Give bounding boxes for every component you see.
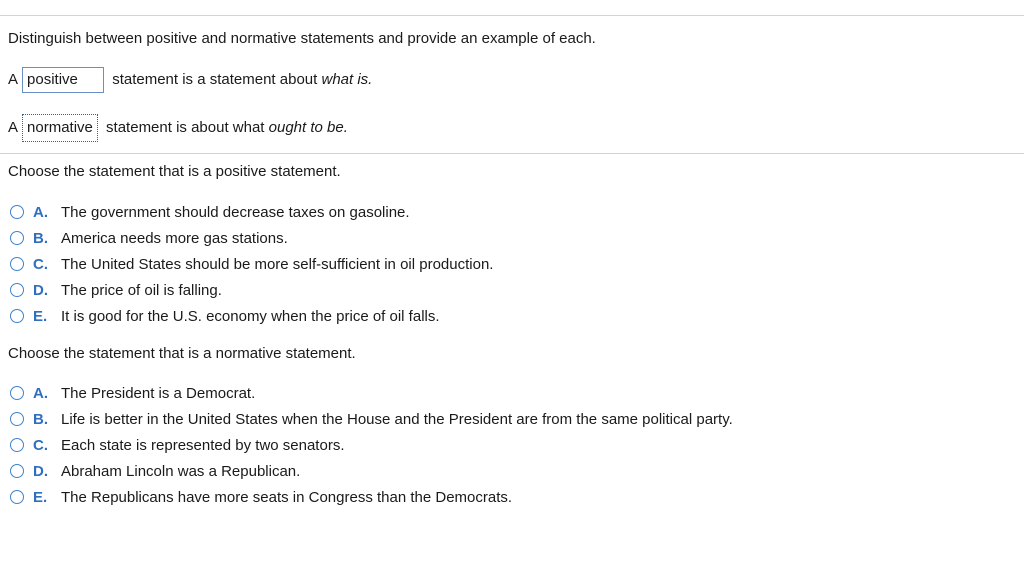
positive-option-c[interactable] <box>10 253 493 275</box>
positive-option-d[interactable] <box>10 279 222 301</box>
positive-option-b[interactable] <box>10 227 288 249</box>
option-text: Each state is represented by two senators. <box>61 436 345 454</box>
normative-definition-line <box>8 114 348 142</box>
option-text: The Republicans have more seats in Congress than the Democrats. <box>61 488 513 506</box>
option-text: It is good for the U.S. economy when the price of oil falls. <box>61 307 440 325</box>
positive-line-text: statement is a statement about <box>112 71 318 88</box>
radio-button-icon[interactable] <box>10 231 24 245</box>
radio-button-icon[interactable] <box>10 205 24 219</box>
normative-answer-field[interactable]: normative <box>22 114 98 142</box>
option-text: The price of oil is falling. <box>61 281 222 299</box>
radio-button-icon[interactable] <box>10 309 24 323</box>
radio-button-icon[interactable] <box>10 257 24 271</box>
radio-button-icon[interactable] <box>10 412 24 426</box>
option-text: Abraham Lincoln was a Republican. <box>61 462 301 480</box>
option-letter: A. <box>33 384 48 402</box>
radio-button-icon[interactable] <box>10 283 24 297</box>
option-letter: C. <box>33 255 48 273</box>
normative-part-prompt: Choose the statement that is a normative statement. <box>8 345 356 362</box>
normative-option-e[interactable] <box>10 486 512 508</box>
radio-button-icon[interactable] <box>10 490 24 504</box>
positive-line-emphasis: what is. <box>321 71 373 88</box>
option-letter: B. <box>33 410 48 428</box>
normative-option-a[interactable] <box>10 382 255 404</box>
normative-line-text: statement is about what <box>106 119 265 136</box>
option-letter: D. <box>33 462 48 480</box>
option-letter: E. <box>33 307 48 325</box>
positive-part-prompt: Choose the statement that is a positive statement. <box>8 163 341 180</box>
normative-option-d[interactable] <box>10 460 300 482</box>
radio-button-icon[interactable] <box>10 386 24 400</box>
positive-answer-field[interactable]: positive <box>22 67 104 93</box>
normative-option-c[interactable] <box>10 434 344 456</box>
option-text: The government should decrease taxes on gasoline. <box>61 203 410 221</box>
option-text: The President is a Democrat. <box>61 384 256 402</box>
option-letter: E. <box>33 488 48 506</box>
option-text: Life is better in the United States when the House and the President are from the same political party. <box>61 410 733 428</box>
radio-button-icon[interactable] <box>10 438 24 452</box>
option-letter: D. <box>33 281 48 299</box>
radio-button-icon[interactable] <box>10 464 24 478</box>
option-letter: B. <box>33 229 48 247</box>
option-text: The United States should be more self-sufficient in oil production. <box>61 255 494 273</box>
normative-option-b[interactable] <box>10 408 733 430</box>
question-prompt: Distinguish between positive and normative statements and provide an example of each. <box>8 30 596 47</box>
option-letter: A. <box>33 203 48 221</box>
positive-definition-line <box>8 67 372 93</box>
top-divider <box>0 15 1024 16</box>
normative-line-emphasis: ought to be. <box>268 119 348 136</box>
positive-option-e[interactable] <box>10 305 440 327</box>
option-text: America needs more gas stations. <box>61 229 288 247</box>
normative-line-prefix: A <box>8 119 19 136</box>
positive-option-a[interactable] <box>10 201 410 223</box>
positive-line-prefix: A <box>8 71 19 88</box>
section-divider <box>0 153 1024 154</box>
option-letter: C. <box>33 436 48 454</box>
